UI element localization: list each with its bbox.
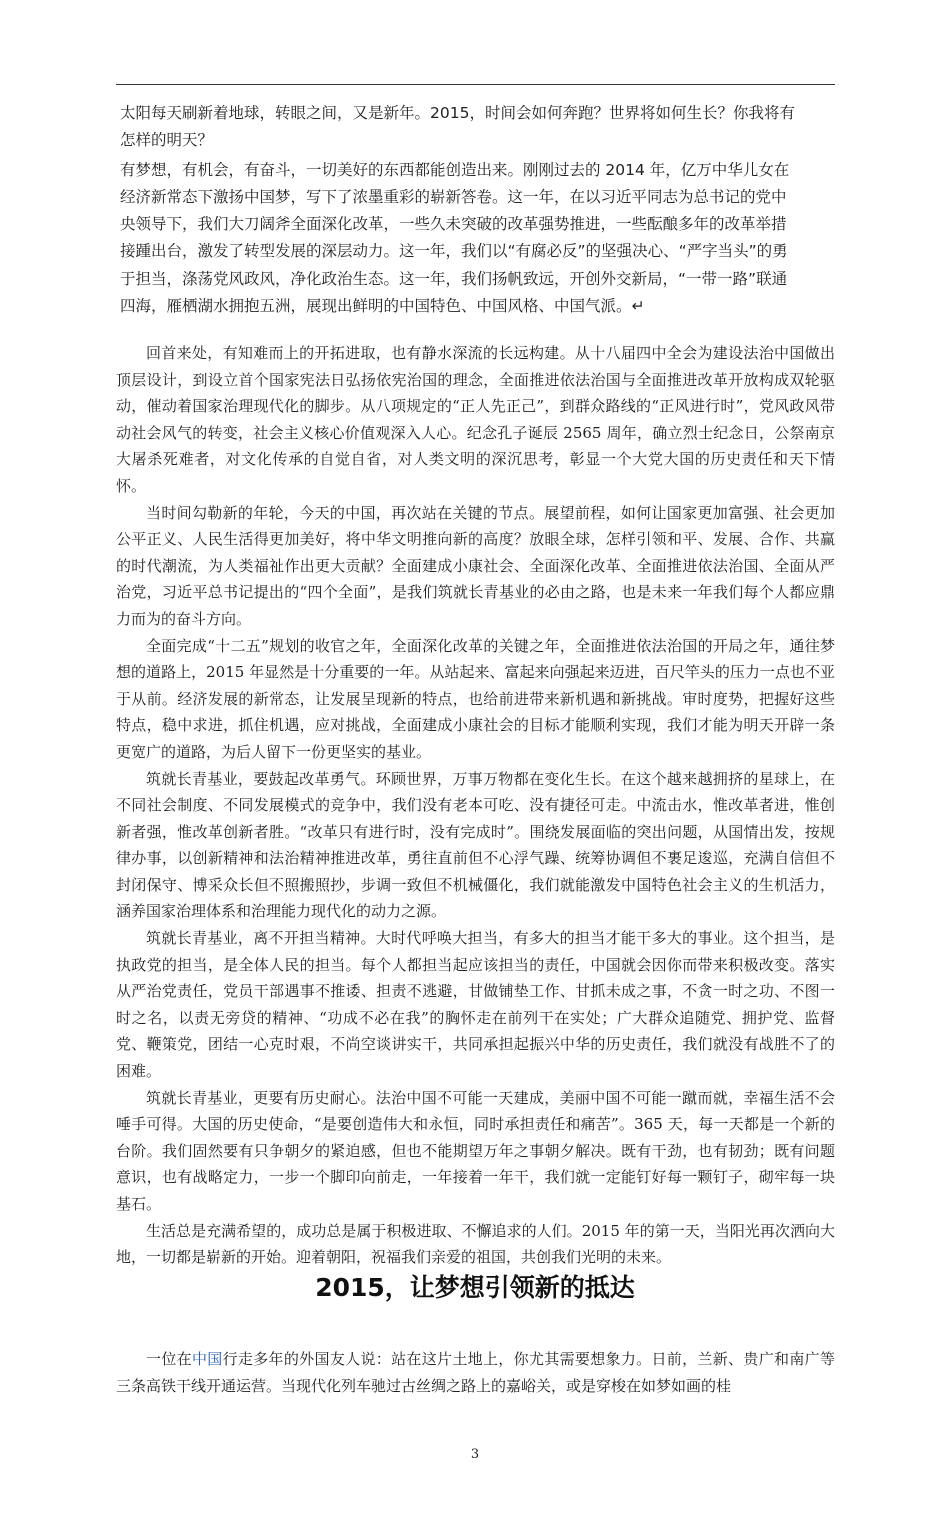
intro-text: 一位在 xyxy=(146,1350,192,1368)
section-title: 2015，让梦想引领新的抵达 xyxy=(315,1273,635,1302)
body-paragraph: 筑就长青基业，离不开担当精神。大时代呼唤大担当，有多大的担当才能干多大的事业。这个担当，是执政党的担当，是全体人民的担当。每个人都担当起应该担当的责任，中国就会因你而带来积极改变。落实从严治党责任，党员干部遇事不推诿、担责不逃避，甘做铺垫工作、甘抓未成之事，不贪一时之功、不图一时之名，以责无旁贷的精神、“功成不必在我”的胸怀走在前列干在实处；广大群众追随党、拥护党、监督党、鞭策党，团结一心克时艰，不尚空谈讲实干，共同承担起振兴中华的历史责任，我们就没有战胜不了的困难。 xyxy=(116,929,835,1081)
body-paragraph: 筑就长青基业，更要有历史耐心。法治中国不可能一天建成，美丽中国不可能一蹴而就，幸福生活不会唾手可得。大国的历史使命，“是要创造伟大和永恒，同时承担责任和痛苦”。365 天，每一天都是一个新的台阶。我们固然要有只争朝夕的紧迫感，但也不能期望万年之事朝夕解决。既有干劲，也有韧劲；既有问题意识，也有战略定力，一步一个脚印向前走，一年接着一年干，我们就一定能钉好每一颗钉子，砌牢每一块基石。 xyxy=(116,1088,835,1213)
section-body xyxy=(116,1346,835,1399)
intro-paragraph xyxy=(116,1346,835,1399)
china-link[interactable]: 中国 xyxy=(191,1350,223,1368)
header-rule xyxy=(116,84,835,85)
scanned-excerpt xyxy=(120,100,800,320)
excerpt-paragraph: 太阳每天刷新着地球，转眼之间，又是新年。2015，时间会如何奔跑？世界将如何生长？你我将有怎样的明天？ xyxy=(120,104,795,150)
body-paragraph: 生活总是充满希望的，成功总是属于积极进取、不懈追求的人们。2015 年的第一天，当阳光再次洒向大地，一切都是崭新的开始。迎着朝阳，祝福我们亲爱的祖国，共创我们光明的未来。 xyxy=(116,1221,835,1267)
article-body xyxy=(116,340,835,1271)
excerpt-paragraph: 有梦想，有机会，有奋斗，一切美好的东西都能创造出来。刚刚过去的 2014 年，亿万中华儿女在经济新常态下激扬中国梦，写下了浓墨重彩的崭新答卷。这一年，在以习近平同志为总书记的党中央领导下，我们大刀阔斧全面深化改革，一些久未突破的改革强势推进，一些酝酿多年的改革举措接踵出台，激发了转型发展的深层动力。这一年，我们以“有腐必反”的坚强决心、“严字当头”的勇于担当，涤荡党风政风，净化政治生态。这一年，我们扬帆致远，开创外交新局，“一带一路”联通四海，雁栖湖水拥抱五洲，展现出鲜明的中国特色、中国风格、中国气派。↵ xyxy=(120,160,790,316)
body-paragraph: 全面完成“十二五”规划的收官之年，全面深化改革的关键之年，全面推进依法治国的开局之年，通往梦想的道路上，2015 年显然是十分重要的一年。从站起来、富起来向强起来迈进，百尺竿头的压力一点也不亚于从前。经济发展的新常态，让发展呈现新的特点，也给前进带来新机遇和新挑战。审时度势，把握好这些特点，稳中求进，抓住机遇，应对挑战，全面建成小康社会的目标才能顺利实现，我们才能为明天开辟一条更宽广的道路，为后人留下一份更坚实的基业。 xyxy=(116,636,835,761)
body-paragraph: 当时间勾勒新的年轮，今天的中国，再次站在关键的节点。展望前程，如何让国家更加富强、社会更加公平正义、人民生活得更加美好，将中华文明推向新的高度？放眼全球，怎样引领和平、发展、合作、共赢的时代潮流，为人类福祉作出更大贡献？全面建成小康社会、全面深化改革、全面推进依法治国、全面从严治党，习近平总书记提出的“四个全面”，是我们筑就长青基业的必由之路，也是未来一年我们每个人都应鼎力而为的奋斗方向。 xyxy=(116,503,835,628)
body-paragraph: 回首来处，有知难而上的开拓进取，也有静水深流的长远构建。从十八届四中全会为建设法治中国做出顶层设计，到设立首个国家宪法日弘扬依宪治国的理念，全面推进依法治国与全面推进改革开放构成双轮驱动，催动着国家治理现代化的脚步。从八项规定的“正人先正己”，到群众路线的“正风进行时”，党风政风带动社会风气的转变，社会主义核心价值观深入人心。纪念孔子诞辰 2565 周年，确立烈士纪念日，公祭南京大屠杀死难者，对文化传承的自觉自省，对人类文明的深沉思考，彰显一个大党大国的历史责任和天下情怀。 xyxy=(116,344,835,495)
body-paragraph: 筑就长青基业，要鼓起改革勇气。环顾世界，万事万物都在变化生长。在这个越来越拥挤的星球上，在不同社会制度、不同发展模式的竞争中，我们没有老本可吃、没有捷径可走。中流击水，惟改革者进，惟创新者强，惟改革创新者胜。“改革只有进行时，没有完成时”。围绕发展面临的突出问题，从国情出发，按规律办事，以创新精神和法治精神推进改革，勇往直前但不心浮气躁、统筹协调但不裹足逡巡，充满自信但不封闭保守、博采众长但不照搬照抄，步调一致但不机械僵化，我们就能激发中国特色社会主义的生机活力，涵养国家治理体系和治理能力现代化的动力之源。 xyxy=(116,769,835,921)
intro-text: 行走多年的外国友人说：站在这片土地上，你尤其需要想象力。日前，兰新、贵广和南广等三条高铁干线开通运营。当现代化列车驰过古丝绸之路上的嘉峪关，或是穿梭在如梦如画的桂 xyxy=(116,1350,835,1395)
page-number: 3 xyxy=(470,1447,480,1462)
